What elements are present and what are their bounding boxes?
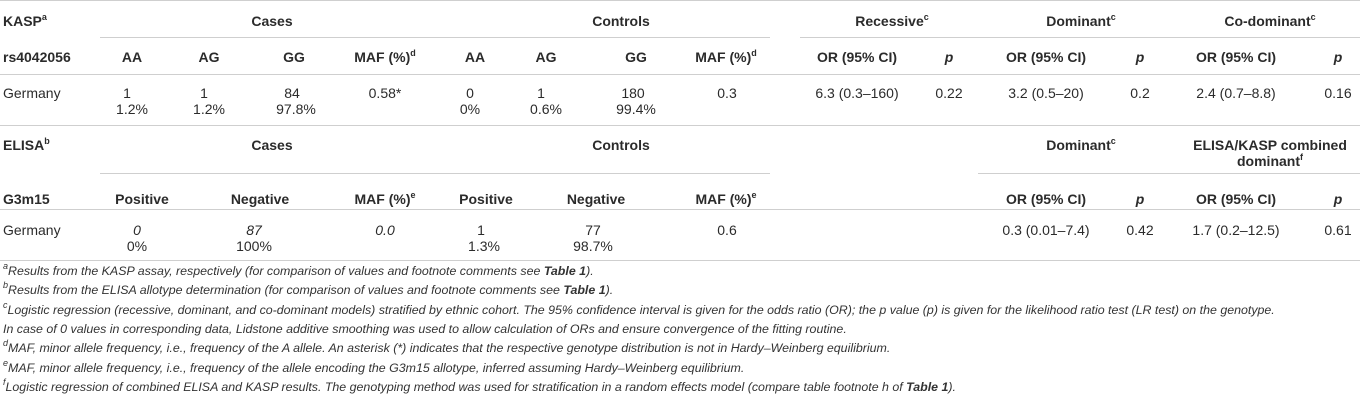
dominant-p-header: p — [1135, 49, 1145, 65]
combined-header-line1: ELISA/KASP combined — [1193, 137, 1347, 153]
controls-negative-count: 77 — [585, 222, 601, 238]
cases-positive-header: Positive — [115, 191, 169, 207]
recessive-p-value: 0.22 — [935, 85, 963, 101]
combined-header-line2: dominant$^f$ — [1237, 152, 1303, 169]
elisa-dominant-or-value: 0.3 (0.01–7.4) — [1002, 222, 1090, 238]
recessive-header: Recessive$^c$ — [855, 12, 929, 29]
table-top-rule — [0, 0, 1360, 1]
footnote-c-continued: In case of 0 values in corresponding data, Lidstone additive smoothing was used to allow calculation of ORs and ensure convergence of the fitting routine. — [3, 322, 847, 336]
elisa-group-rule — [100, 173, 770, 174]
codominant-header: Co-dominant$^c$ — [1224, 12, 1316, 29]
footnote-f: $^f$Logistic regression of combined ELISA and KASP results. The genotyping method was used for stratification in a random effects model (compare table footnote h of Table 1). — [3, 377, 956, 394]
kasp-label: KASP$^a$ — [3, 12, 47, 29]
cases-aa-percent: 1.2% — [116, 101, 148, 117]
elisa-controls-header: Controls — [592, 137, 650, 153]
codominant-p-value: 0.16 — [1324, 85, 1352, 101]
cases-negative-count: 87 — [246, 222, 262, 238]
cases-positive-percent: 0% — [126, 238, 148, 254]
recessive-or-value: 6.3 (0.3–160) — [815, 85, 899, 101]
cases-maf-header-elisa: MAF (%)$^e$ — [354, 190, 416, 207]
allotype-id: G3m15 — [3, 191, 50, 207]
snp-id: rs4042056 — [3, 49, 71, 65]
codominant-or-header: OR (95% CI) — [1195, 49, 1277, 65]
combined-p-value: 0.61 — [1324, 222, 1352, 238]
footnote-e: $^e$MAF, minor allele frequency, i.e., frequency of the allele encoding the G3m15 allotype, inferred assuming Hardy–Weinberg equilibrium. — [3, 358, 745, 375]
controls-negative-percent: 98.7% — [573, 238, 613, 254]
controls-ag-count: 1 — [537, 85, 545, 101]
combined-p-header: p — [1333, 191, 1343, 207]
cases-gg-header: GG — [283, 49, 305, 65]
cases-ag-percent: 1.2% — [193, 101, 225, 117]
controls-maf-value: 0.3 — [717, 85, 737, 101]
controls-ag-percent: 0.6% — [530, 101, 562, 117]
footnote-b: $^b$Results from the ELISA allotype determination (for comparison of values and footnote comments see Table 1). — [3, 280, 614, 297]
controls-aa-percent: 0% — [459, 101, 481, 117]
codominant-p-header: p — [1333, 49, 1343, 65]
kasp-controls-header: Controls — [592, 13, 650, 29]
elisa-dominant-header: Dominant$^c$ — [1046, 136, 1116, 153]
controls-maf-header: MAF (%)$^d$ — [695, 48, 757, 65]
controls-negative-header: Negative — [566, 191, 626, 207]
kasp-cohort: Germany — [3, 85, 61, 101]
table-bottom-rule — [0, 260, 1360, 261]
footnote-d: $^d$MAF, minor allele frequency, i.e., frequency of the A allele. An asterisk (*) indicates that the respective genotype distribution is not in Hardy–Weinberg equilibrium. — [3, 338, 891, 355]
footnote-a: $^a$Results from the KASP assay, respectively (for comparison of values and footnote comments see Table 1). — [3, 261, 594, 278]
elisa-label: ELISA$^b$ — [3, 136, 50, 153]
elisa-dominant-or-header: OR (95% CI) — [1005, 191, 1087, 207]
cases-negative-header: Negative — [230, 191, 290, 207]
cases-gg-percent: 97.8% — [276, 101, 316, 117]
controls-maf-header-elisa: MAF (%)$^e$ — [695, 190, 757, 207]
kasp-group-rule — [100, 37, 770, 38]
controls-positive-header: Positive — [459, 191, 513, 207]
cases-positive-count: 0 — [133, 222, 141, 238]
kasp-bottom-rule — [0, 125, 1360, 126]
elisa-controls-maf-value: 0.6 — [717, 222, 737, 238]
cases-ag-count: 1 — [200, 85, 208, 101]
cases-aa-count: 1 — [123, 85, 131, 101]
kasp-cases-header: Cases — [251, 13, 293, 29]
kasp-model-rule — [800, 37, 1360, 38]
elisa-dominant-p-value: 0.42 — [1126, 222, 1154, 238]
cases-gg-count: 84 — [284, 85, 300, 101]
footnote-c: $^c$Logistic regression (recessive, dominant, and co-dominant models) stratified by ethnic cohort. The 95% confidence interval is given for the odds ratio (OR); the p value (p) is given for the likelihood ratio test (LR test) on the genotype. — [3, 300, 1275, 317]
controls-gg-percent: 99.4% — [616, 101, 656, 117]
controls-gg-header: GG — [625, 49, 647, 65]
controls-positive-count: 1 — [477, 222, 485, 238]
controls-gg-count: 180 — [621, 85, 645, 101]
dominant-p-value: 0.2 — [1130, 85, 1150, 101]
elisa-cases-header: Cases — [251, 137, 293, 153]
elisa-model-rule — [978, 173, 1360, 174]
dominant-or-header: OR (95% CI) — [1005, 49, 1087, 65]
combined-or-header: OR (95% CI) — [1195, 191, 1277, 207]
controls-aa-count: 0 — [466, 85, 474, 101]
codominant-or-value: 2.4 (0.7–8.8) — [1196, 85, 1276, 101]
cases-negative-percent: 100% — [236, 238, 272, 254]
elisa-dominant-p-header: p — [1135, 191, 1145, 207]
elisa-cases-maf-value: 0.0 — [375, 222, 395, 238]
controls-aa-header: AA — [464, 49, 486, 65]
elisa-cohort: Germany — [3, 222, 61, 238]
recessive-p-header: p — [944, 49, 954, 65]
controls-ag-header: AG — [535, 49, 557, 65]
cases-aa-header: AA — [121, 49, 143, 65]
cases-maf-value: 0.58* — [368, 85, 402, 101]
combined-or-value: 1.7 (0.2–12.5) — [1192, 222, 1280, 238]
controls-positive-percent: 1.3% — [468, 238, 500, 254]
dominant-or-value: 3.2 (0.5–20) — [1008, 85, 1084, 101]
kasp-header-rule — [0, 74, 1360, 75]
cases-maf-header: MAF (%)$^d$ — [354, 48, 416, 65]
recessive-or-header: OR (95% CI) — [816, 49, 898, 65]
elisa-header-rule — [0, 209, 1360, 210]
dominant-header: Dominant$^c$ — [1046, 12, 1116, 29]
cases-ag-header: AG — [198, 49, 220, 65]
